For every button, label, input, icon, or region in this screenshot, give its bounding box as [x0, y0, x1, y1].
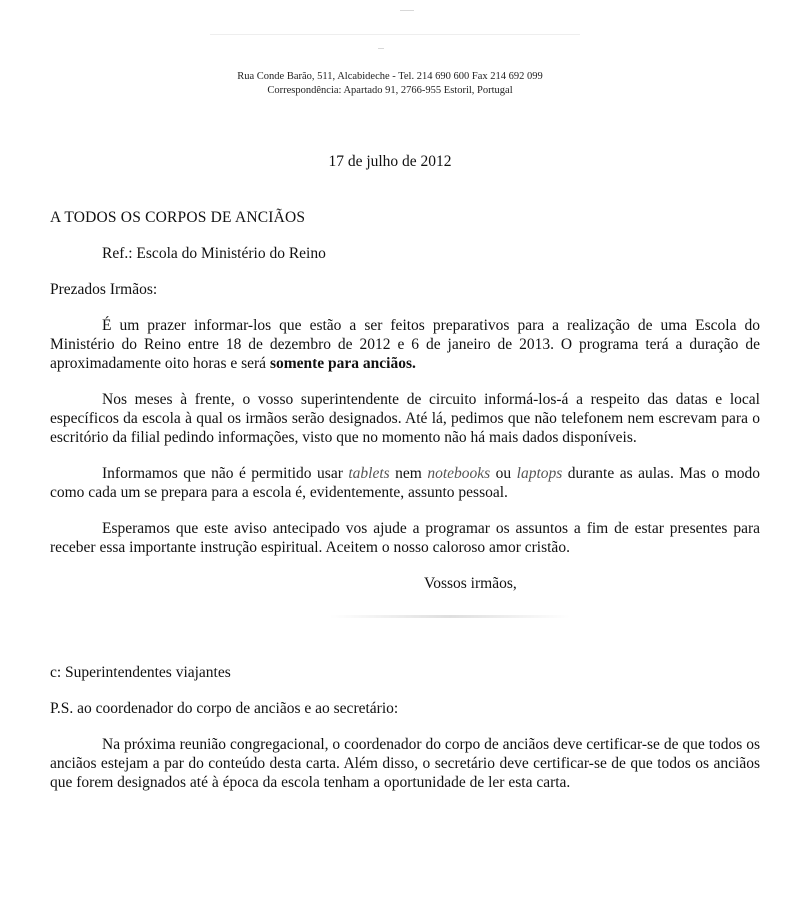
- paragraph-1: [50, 316, 760, 373]
- greeting: Prezados Irmãos:: [50, 281, 158, 298]
- paragraph-3-b: nem: [389, 465, 428, 482]
- signature-mark: [330, 615, 570, 618]
- paragraph-4: Esperamos que este aviso antecipado vos ajude a programar os assuntos a fim de estar presentes para receber essa importante instrução espiritual. Aceitem o nosso caloroso amor cristão.: [50, 520, 760, 556]
- paragraph-3-a: Informamos que não é permitido usar: [102, 465, 349, 482]
- paragraph-2: Nos meses à frente, o vosso superintendente de circuito informá-los-á a respeito das datas e local específicos da escola à qual os irmãos serão designados. Até lá, pedimos que não telefonem nem escrevam para o escritório da filial pedindo informações, visto que no momento não há mais dados disponíveis.: [50, 391, 760, 446]
- letterhead-address: Rua Conde Barão, 511, Alcabideche - Tel. 214 690 600 Fax 214 692 099: [237, 71, 543, 82]
- ps-body: Na próxima reunião congregacional, o coordenador do corpo de anciãos deve certificar-se de que todos os anciãos estejam a par do conteúdo desta carta. Além disso, o secretário deve certificar-se de que todos os anciãos que forem designados até à época da escola tenham a oportunidade de ler esta carta.: [50, 736, 760, 791]
- paragraph-1-text: É um prazer informar-los que estão a ser feitos preparativos para a realização de uma Escola do Ministério do Reino entre 18 de dezembro de 2012 e 6 de janeiro de 2013. O programa terá a duração de aproximadamente oito horas e será: [50, 317, 760, 372]
- paragraph-1-bold: somente para anciãos.: [269, 355, 416, 372]
- paragraph-3-d: durante as aulas. Mas o modo como cada um se prepara para a escola é, evidentemente, assunto pessoal.: [50, 465, 761, 501]
- closing: Vossos irmãos,: [424, 575, 517, 592]
- letter-body: [50, 208, 760, 809]
- paragraph-3-c: ou: [490, 465, 517, 482]
- faint-mark: [378, 48, 384, 49]
- cc-line: c: Superintendentes viajantes: [50, 664, 231, 681]
- term-laptops: laptops: [516, 465, 563, 482]
- reference-line: Ref.: Escola do Ministério do Reino: [102, 245, 326, 262]
- letter-date: 17 de julho de 2012: [328, 153, 452, 170]
- letterhead: [0, 70, 780, 98]
- paragraph-3: [50, 464, 760, 502]
- faint-mark: [210, 34, 580, 35]
- signature-area: [50, 593, 760, 641]
- addressee: A TODOS OS CORPOS DE ANCIÃOS: [50, 209, 306, 226]
- term-notebooks: notebooks: [427, 465, 491, 482]
- term-tablets: tablets: [348, 465, 390, 482]
- ps-heading: P.S. ao coordenador do corpo de anciãos e ao secretário:: [50, 700, 399, 717]
- faint-mark: [400, 10, 414, 11]
- letterhead-correspondence: Correspondência: Apartado 91, 2766-955 Estoril, Portugal: [267, 85, 513, 96]
